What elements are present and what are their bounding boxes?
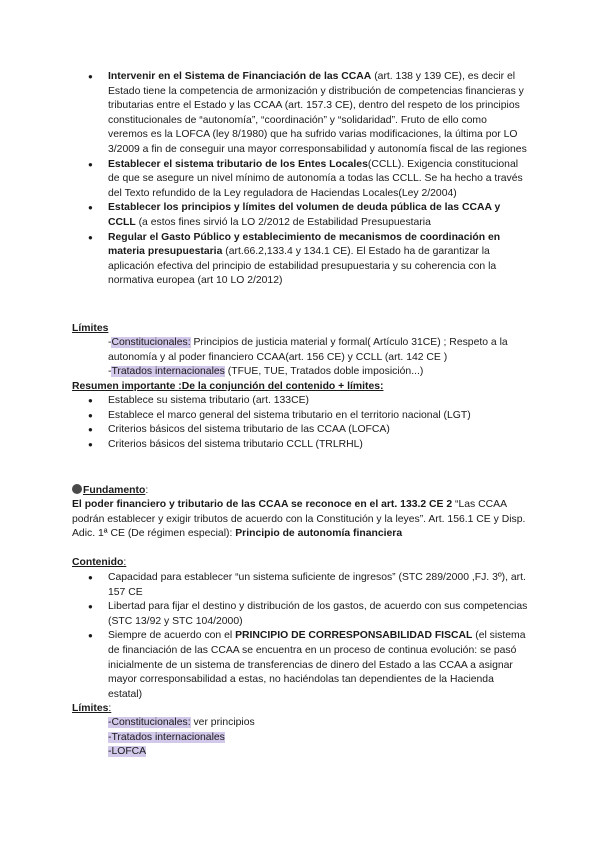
lofca-label: -LOFCA (108, 746, 147, 758)
contenido-text: Siempre de acuerdo con el (108, 630, 236, 642)
international-label: -Tratados internacionales (108, 731, 225, 743)
fundamento-colon: : (145, 485, 149, 496)
summary-item: ● Establece el marco general del sistema tributario en el territorio nacional (LGT) (108, 409, 528, 424)
objective-text: (art. 138 y 139 CE), es decir el Estado tiene la competencia de armonización y distribución de competencias financieras y tributarias entre el Estado y las CCAA (art. 157.3 CE), dentro del respeto de los principios constitucionales de “autonomía”, “coordinación” y “solidaridad”. Fruto de ello como veremos es la LOFCA (ley 8/1980) que ha sufrido varias modificaciones, la última por LO 3/2009 a fin de conseguir una mayor corresponsabilidad y autonomía fiscal de las regiones (108, 71, 527, 155)
limits2-heading (72, 702, 111, 717)
contenido-list (108, 571, 528, 702)
contenido-item (108, 571, 528, 600)
contenido-heading (72, 556, 126, 571)
summary-item: ● Criterios básicos del sistema tributario de las CCAA (LOFCA) (108, 423, 528, 438)
limits2-constitutional (108, 716, 408, 731)
objective-heading: Establecer los principios y límites del volumen de deuda pública de las CCAA y CCLL (108, 202, 501, 228)
summary-item: ● Establece su sistema tributario (art. 133CE) (108, 394, 528, 409)
summary-heading: Resumen importante :De la conjunción del contenido + límites: (72, 381, 384, 392)
objective-item (108, 231, 528, 289)
international-text: (TFUE, TUE, Tratados doble imposición...) (224, 366, 424, 378)
limits2-lofca (108, 745, 408, 760)
summary-list (108, 394, 528, 452)
contenido-bold: PRINCIPIO DE CORRESPONSABILIDAD FISCAL (235, 630, 473, 642)
contenido-text: Libertad para fijar el destino y distribución de los gastos, de acuerdo con sus competencias (STC 13/92 y STC 104/2000) (108, 601, 528, 627)
objective-heading: Regular el Gasto Público y establecimiento de mecanismos de coordinación en materia presupuestaria (108, 231, 501, 258)
constitutional-label: -Constitucionales: (108, 717, 191, 728)
limits2-colon: : (108, 703, 112, 714)
fundamento-title: Fundamento (83, 485, 146, 496)
contenido-colon: : (123, 557, 127, 568)
limits2-title: Límites (72, 703, 109, 714)
limits-heading: Límites (72, 323, 109, 334)
summary-item: ● Criterios básicos del sistema tributario CCLL (TRLRHL) (108, 438, 528, 453)
contenido-title: Contenido (72, 557, 124, 568)
fundamento-bold: El poder financiero y tributario de las CCAA se reconoce en el art. 133.2 CE 2 (72, 499, 453, 510)
objective-text: (CCLL). Exigencia constitucional de que se asegure un nivel mínimo de autonomía a todas las CCLL. Se ha hecho a través del Texto refundido de la Ley reguladora de Haciendas Locales(Ley 2/2004) (108, 158, 523, 199)
circle-bullet-icon (72, 484, 82, 494)
limits-block (108, 336, 528, 380)
fundamento-heading (72, 484, 148, 499)
limits2-international (108, 731, 408, 746)
contenido-text: (el sistema de financiación de las CCAA se encuentra en un proceso de continua evolución: se pasó inicialmente de un sistema de transferencias de dinero del Estado a las CCAA a asignar mayor corresponsabilidad a estas, no haciéndolas tan dependientes de la Hacienda estatal) (108, 630, 526, 700)
objectives-list (108, 70, 528, 289)
limits-international: -Tratados internacionales (TFUE, TUE, Tratados doble imposición...) (108, 366, 424, 378)
contenido-text: Capacidad para establecer “un sistema suficiente de ingresos” (STC 289/2000 ,FJ. 3º), art. 157 CE (108, 572, 526, 598)
objective-text: (art.66.2,133.4 y 134.1 CE). El Estado ha de garantizar la aplicación efectiva del principio de estabilidad presupuestaria y su coherencia con la normativa europea (art 10 LO 2/2012) (108, 246, 497, 287)
objective-heading: Establecer el sistema tributario de los Entes Locales (108, 158, 368, 170)
fundamento-paragraph (72, 498, 532, 542)
objective-item (108, 201, 528, 230)
objective-item (108, 158, 528, 202)
contenido-item (108, 629, 528, 702)
objective-text: (a estos fines sirvió la LO 2/2012 de Estabilidad Presupuestaria (135, 216, 431, 228)
fundamento-principle: Principio de autonomía financiera (235, 528, 403, 540)
limits-constitutional: -Constitucionales: Principios de justicia material y formal( Artículo 31CE) ; Respeto a la autonomía y al poder financiero CCAA(art. 156 CE) y CCLL (art. 142 CE ) (108, 337, 508, 363)
constitutional-text: ver principios (190, 717, 255, 728)
objective-item (108, 70, 528, 158)
objective-heading: Intervenir en el Sistema de Financiación de las CCAA (108, 71, 372, 82)
fundamento-text: “Las CCAA podrán establecer y exigir tributos de acuerdo con la Constitución y la leyes”. Art. 156.1 CE y Disp. Adic. 1ª CE (De régimen especial): (72, 499, 526, 540)
constitutional-text: Principios de justicia material y formal( Artículo 31CE) ; Respeto a la autonomía y al poder financiero CCAA(art. 156 CE) y CCLL (art. 142 CE ) (108, 337, 508, 363)
international-label: Tratados internacionales (111, 366, 225, 378)
limits2-block (108, 716, 408, 760)
constitutional-label: Constitucionales: (111, 337, 191, 348)
contenido-item (108, 600, 528, 629)
